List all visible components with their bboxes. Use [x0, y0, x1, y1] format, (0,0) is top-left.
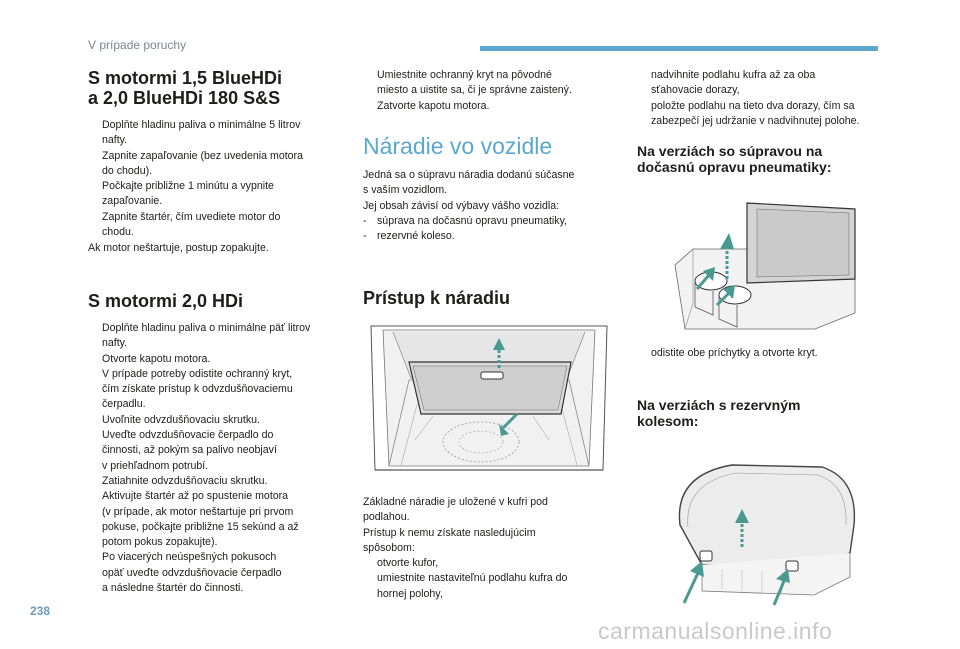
bullet-text: Doplňte hladinu paliva o minimálne päť litrov: [102, 322, 311, 334]
bullet-text: otvorte kufor,: [377, 557, 439, 569]
tools-intro: [363, 168, 613, 244]
storage-line: Prístup k nemu získate nasledujúcim: [363, 526, 536, 539]
bullet-item: [637, 68, 887, 99]
bullet-text: Po viacerých neúspešných pokusoch: [102, 551, 277, 564]
bullet-item: [637, 99, 887, 130]
bullet-text: Uveďte odvzdušňovacie čerpadlo do: [102, 429, 274, 442]
bullet-text: Otvorte kapotu motora.: [102, 352, 211, 365]
note-repeat: Ak motor neštartuje, postup zopakujte.: [88, 242, 269, 254]
bullet-item: [88, 118, 348, 149]
steps-hdi: [88, 321, 350, 596]
bullet-text: položte podlahu na tieto dva dorazy, čím sa: [651, 99, 855, 112]
bullet-text: Umiestnite ochranný kryt na pôvodné: [377, 69, 552, 81]
bullet-text: Aktivujte štartér až po spustenie motora: [102, 490, 289, 503]
dash-glyph: -: [363, 214, 367, 227]
bullet-text: nafty.: [102, 134, 128, 147]
bullet-item: [88, 489, 350, 550]
bullet-item: [88, 210, 348, 241]
tools-intro-line: Jej obsah závisí od výbavy vášho vozidla:: [363, 199, 560, 212]
bullet-item: [88, 550, 350, 596]
storage-line: spôsobom:: [363, 541, 415, 554]
arrow-up-icon: [684, 561, 704, 603]
bullet-text: miesto a uistite sa, či je správne zaistený.: [377, 84, 572, 97]
dash-item-text: rezervné koleso.: [377, 230, 455, 243]
heading-repair-kit-line1: Na verziách so súpravou na: [637, 143, 823, 159]
bullet-text: potom pokus zopakujte).: [102, 536, 218, 549]
heading-bluehdi: [88, 68, 282, 108]
bullet-text: (v prípade, ak motor neštartuje pri prvom: [102, 505, 294, 518]
bullet-text: pokuse, počkajte približne 15 sekúnd a až: [102, 520, 299, 533]
step-kit: [637, 346, 887, 361]
repair-kit-illustration: [665, 195, 865, 333]
bullet-item: [363, 571, 613, 602]
bullet-text: Doplňte hladinu paliva o minimálne 5 litrov: [102, 119, 301, 131]
bullet-item: [637, 346, 887, 361]
bullet-item: [88, 413, 350, 428]
dash-glyph: -: [363, 230, 367, 243]
tools-intro-line: s vaším vozidlom.: [363, 184, 448, 197]
bullet-text: Zatvorte kapotu motora.: [377, 99, 490, 112]
header-accent-bar: [480, 46, 878, 51]
steps-cover: [363, 68, 613, 114]
bullet-text: čím získate prístup k odvzdušňovaciemu: [102, 383, 293, 396]
heading-tool-access: Prístup k náradiu: [363, 288, 511, 308]
heading-spare-wheel-line2: kolesom:: [637, 413, 699, 429]
section-header: V prípade poruchy: [88, 38, 187, 52]
dash-item-text: súprava na dočasnú opravu pneumatiky,: [377, 214, 568, 227]
bullet-item: [88, 149, 348, 180]
bullet-text: v priehľadnom potrubí.: [102, 459, 209, 472]
bullet-text: umiestnite nastaviteľnú podlahu kufra do: [377, 572, 568, 585]
bullet-item: [88, 179, 348, 210]
dash-item: [363, 214, 613, 229]
heading-repair-kit: [637, 143, 831, 175]
bullet-text: odistite obe príchytky a otvorte kryt.: [651, 347, 818, 359]
heading-repair-kit-line2: dočasnú opravu pneumatiky:: [637, 159, 832, 175]
steps-bluehdi: [88, 118, 348, 240]
watermark: carmanualsonline.info: [598, 618, 833, 644]
spare-wheel-illustration: [662, 455, 862, 610]
bullet-text: Počkajte približne 1 minútu a vypnite: [102, 180, 274, 193]
bullet-item: [363, 68, 613, 99]
bullet-item: [88, 428, 350, 474]
bullet-item: [88, 321, 350, 352]
page-number: 238: [30, 604, 51, 618]
bullet-text: Zapnite zapaľovanie (bez uvedenia motora: [102, 149, 303, 162]
bullet-text: zabezpečí jej udržanie v nadvihnutej polohe.: [651, 114, 860, 127]
bullet-text: činnosti, až pokým sa palivo neobjaví: [102, 444, 277, 457]
heading-tools-in-vehicle: Náradie vo vozidle: [363, 133, 553, 159]
bullet-text: chodu.: [102, 226, 134, 239]
bullet-text: čerpadlu.: [102, 398, 146, 411]
bullet-text: Zapnite štartér, čím uvediete motor do: [102, 210, 281, 223]
heading-hdi: S motormi 2,0 HDi: [88, 291, 244, 311]
bullet-text: zapaľovanie.: [102, 195, 163, 208]
bullet-item: [363, 99, 613, 114]
steps-floor: [637, 68, 887, 129]
bullet-text: hornej polohy,: [377, 587, 443, 600]
bullet-text: nadvihnite podlahu kufra až za oba: [651, 69, 816, 81]
tools-intro-line: Jedná sa o súpravu náradia dodanú súčasne: [363, 169, 575, 181]
bullet-text: a následne štartér do činnosti.: [102, 582, 244, 595]
bullet-text: V prípade potreby odistite ochranný kryt,: [102, 367, 293, 380]
heading-spare-wheel-line1: Na verziách s rezervným: [637, 397, 801, 413]
bullet-item: [88, 474, 350, 489]
storage-info: [363, 495, 613, 556]
heading-bluehdi-line1: S motormi 1,5 BlueHDi: [88, 68, 283, 88]
bullet-item: [363, 556, 613, 571]
bullet-item: [88, 367, 350, 413]
bullet-item: [88, 352, 350, 367]
bullet-text: do chodu).: [102, 164, 153, 177]
bullet-text: nafty.: [102, 337, 128, 350]
bullet-text: Uvoľnite odvzdušňovaciu skrutku.: [102, 413, 260, 426]
bullet-text: sťahovacie dorazy,: [651, 84, 740, 97]
storage-line: Základné náradie je uložené v kufri pod: [363, 496, 548, 508]
steps-open-trunk: [363, 556, 613, 602]
dash-item: [363, 229, 613, 244]
bullet-text: Zatiahnite odvzdušňovaciu skrutku.: [102, 474, 268, 487]
storage-line: podlahou.: [363, 511, 410, 524]
bullet-text: opäť uveďte odvzdušňovacie čerpadlo: [102, 566, 282, 579]
heading-bluehdi-line2: a 2,0 BlueHDi 180 S&S: [88, 88, 281, 108]
trunk-illustration: [363, 320, 615, 475]
heading-spare-wheel: [637, 397, 800, 429]
